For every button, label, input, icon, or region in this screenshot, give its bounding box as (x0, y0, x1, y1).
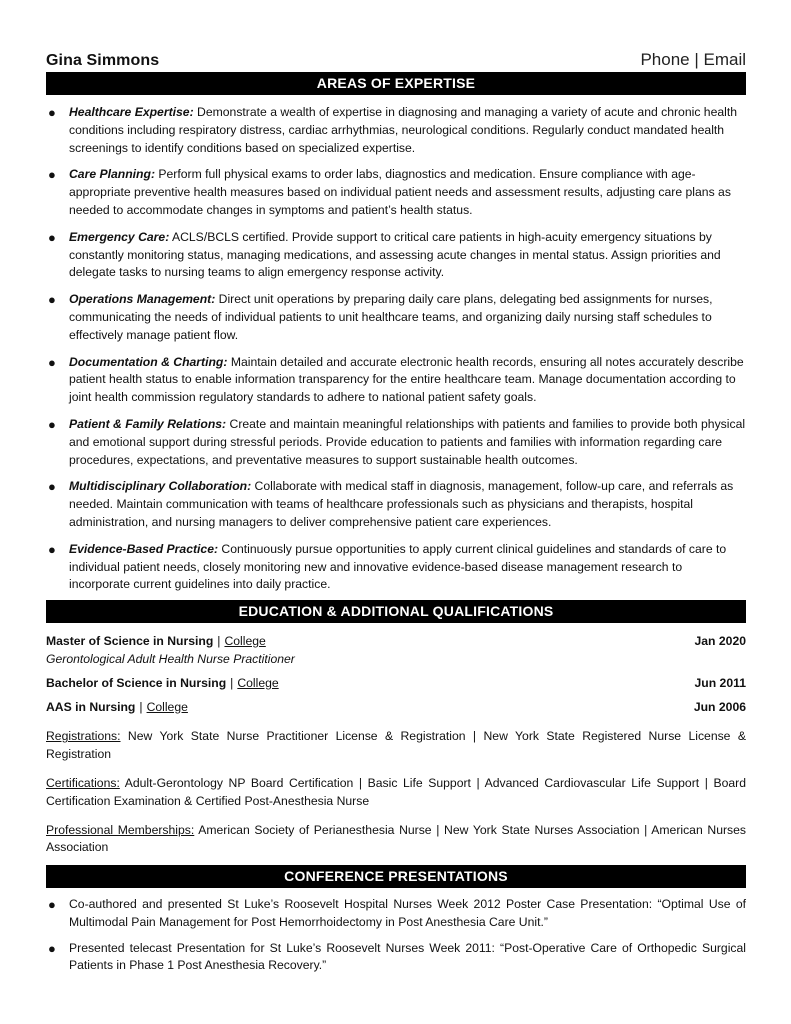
list-item: ● Evidence-Based Practice: Continuously pursue opportunities to apply current clinical guidelines and standards of care to individual patient needs, closely monitoring new and innovative evidence-based disease management research to incorporate current guidelines into daily practice. (48, 541, 727, 592)
memberships (46, 822, 746, 858)
list-item: ● Operations Management: Direct unit operations by preparing daily care plans, delegating bed assignments for nurses, communicating the needs of individual patients to unit healthcare teams, and organizing daily nursing staff schedules to effectively manage patient flow. (48, 292, 713, 342)
degree-row (46, 675, 746, 693)
expertise-text: Continuously pursue opportunities to apply current clinical guidelines and standards of care to individual patient needs, closely monitoring new and innovative evidence-based disease management research to incorporate current guidelines into daily practice. (69, 541, 727, 592)
degree-date: Jun 2006 (693, 699, 746, 714)
list-item: ● Multidisciplinary Collaboration: Collaborate with medical staff in diagnosis, management, follow-up care, and referrals as needed. Maintain communication with teams of healthcare professionals such as physicians and therapists, hospital administration, and nursing managers to deliver comprehensive patient care experiences. (48, 479, 734, 529)
expertise-text: Demonstrate a wealth of expertise in diagnosing and managing a variety of acute and chronic health conditions including respiratory distress, cardiac arrhythmias, neurological conditions. Regularly conduct mandated health screenings to identify conditions based on specialized expertise. (69, 105, 738, 155)
expertise-text: Maintain detailed and accurate electronic health records, ensuring all notes accurately describe patient health status to enable information transparency for the entire healthcare team. Manage documentation according to joint health commission regulatory standards to adhere to national patient safety goals. (69, 354, 744, 405)
expertise-term: Evidence-Based Practice: (69, 541, 219, 556)
degree-name: AAS in Nursing (46, 699, 136, 714)
expertise-term: Patient & Family Relations: (69, 416, 227, 431)
section-heading-conference: CONFERENCE PRESENTATIONS (46, 865, 746, 888)
list-item: ● Emergency Care: ACLS/BCLS certified. Provide support to critical care patients in high-acuity emergency situations by constantly monitoring status, managing medications, and assessing acute changes in mental status. Assign priorities and delegate tasks to nursing teams to align emergency response activity. (48, 229, 721, 280)
degree-row (46, 699, 746, 717)
degree-row (46, 633, 746, 651)
expertise-text: Create and maintain meaningful relationships with patients and families to provide both physical and emotional support during stressful periods. Provide education to patients and families with information regarding care procedures, expectations, and preventative measures to support sustainable health outcomes. (69, 416, 746, 467)
expertise-text: Collaborate with medical staff in diagnosis, management, follow-up care, and referrals as needed. Maintain communication with teams of healthcare professionals such as physicians and therapists, hospital administration, and nursing managers to deliver comprehensive patient care experiences. (69, 479, 734, 529)
registrations (46, 728, 746, 764)
expertise-term: Operations Management: (69, 292, 216, 307)
school-name: College (237, 675, 279, 690)
candidate-name: Gina Simmons (46, 52, 160, 69)
degree-specialization: Gerontological Adult Health Nurse Practitioner (46, 651, 295, 666)
registrations-label: Registrations: (46, 729, 121, 744)
certifications-text: Adult-Gerontology NP Board Certification | Basic Life Support | Advanced Cardiovascular Life Support | Board Certification Examination & Certified Post-Anesthesia Nurse (46, 775, 746, 808)
school-name: College (224, 634, 266, 649)
conference-text: Presented telecast Presentation for St Luke’s Roosevelt Nurses Week 2011: “Post-Operative Care of Orthopedic Surgical Patients in Phase 1 Post Anesthesia Recovery.” (69, 940, 746, 973)
degree-date: Jun 2011 (694, 675, 746, 690)
expertise-text: Direct unit operations by preparing daily care plans, delegating bed assignments for nurses, communicating the needs of individual patients to unit healthcare teams, and organizing daily nursing staff schedules to effectively manage patient flow. (69, 292, 713, 342)
resume-header (46, 44, 746, 70)
memberships-label: Professional Memberships: (46, 822, 195, 837)
expertise-term: Healthcare Expertise: (69, 105, 194, 119)
section-heading-expertise: AREAS OF EXPERTISE (46, 72, 746, 95)
conference-list (46, 896, 746, 975)
list-item: ● Care Planning: Perform full physical exams to order labs, diagnostics and medication. Ensure compliance with age-appropriate preventive health measures based on individual patient needs and assessment results, adjusting care plans as needed to accommodate changes in symptoms and patient’s health status. (48, 167, 731, 217)
degree-date: Jan 2020 (694, 634, 746, 649)
list-item: ● Presented telecast Presentation for St Luke’s Roosevelt Nurses Week 2011: “Post-Operative Care of Orthopedic Surgical Patients in Phase 1 Post Anesthesia Recovery.” (48, 940, 746, 973)
expertise-list (46, 104, 746, 594)
contact-info: Phone | Email (640, 50, 746, 69)
section-heading-education: EDUCATION & ADDITIONAL QUALIFICATIONS (46, 600, 746, 623)
list-item: ● Co-authored and presented St Luke’s Roosevelt Hospital Nurses Week 2012 Poster Case Presentation: “Optimal Use of Multimodal Pain Management for Post Hemorrhoidectomy in Post Anesthesia Care Unit.” (48, 897, 746, 929)
certifications (46, 775, 746, 811)
expertise-term: Documentation & Charting: (69, 354, 228, 369)
list-item: ● Patient & Family Relations: Create and maintain meaningful relationships with patients and families to provide both physical and emotional support during stressful periods. Provide education to patients and families with information regarding care procedures, expectations, and preventative measures to support sustainable health outcomes. (48, 416, 746, 467)
expertise-text: Perform full physical exams to order labs, diagnostics and medication. Ensure compliance with age-appropriate preventive health measures based on individual patient needs and assessment results, adjusting care plans as needed to accommodate changes in symptoms and patient’s health status. (69, 167, 731, 217)
registrations-text: New York State Nurse Practitioner License & Registration | New York State Registered Nurse License & Registration (46, 729, 746, 762)
degree-name: Bachelor of Science in Nursing (46, 675, 227, 690)
resume-page (46, 44, 746, 975)
expertise-text: ACLS/BCLS certified. Provide support to critical care patients in high-acuity emergency situations by constantly monitoring status, managing medications, and assessing acute changes in mental status. Assign priorities and delegate tasks to nursing teams to align emergency response activity. (69, 229, 721, 280)
degree-separator: | (139, 699, 143, 714)
education-block (46, 633, 746, 857)
list-item: ● Healthcare Expertise: Demonstrate a wealth of expertise in diagnosing and managing a variety of acute and chronic health conditions including respiratory distress, cardiac arrhythmias, neurological conditions. Regularly conduct mandated health screenings to identify conditions based on specialized expertise. (48, 105, 738, 155)
conference-text: Co-authored and presented St Luke’s Roosevelt Hospital Nurses Week 2012 Poster Case Presentation: “Optimal Use of Multimodal Pain Management for Post Hemorrhoidectomy in Post Anesthesia Care Unit.” (69, 897, 746, 929)
expertise-term: Care Planning: (69, 167, 156, 182)
expertise-term: Emergency Care: (69, 229, 170, 244)
degree-separator: | (217, 634, 221, 649)
certifications-label: Certifications: (46, 775, 120, 790)
school-name: College (146, 699, 188, 714)
degree-separator: | (230, 675, 234, 690)
memberships-text: American Society of Perianesthesia Nurse | New York State Nurses Association | American Nurses Association (46, 822, 746, 855)
degree-name: Master of Science in Nursing (46, 634, 214, 649)
list-item: ● Documentation & Charting: Maintain detailed and accurate electronic health records, ensuring all notes accurately describe patient health status to enable information transparency for the entire healthcare team. Manage documentation according to joint health commission regulatory standards to adhere to national patient safety goals. (48, 354, 744, 405)
expertise-term: Multidisciplinary Collaboration: (69, 479, 252, 494)
